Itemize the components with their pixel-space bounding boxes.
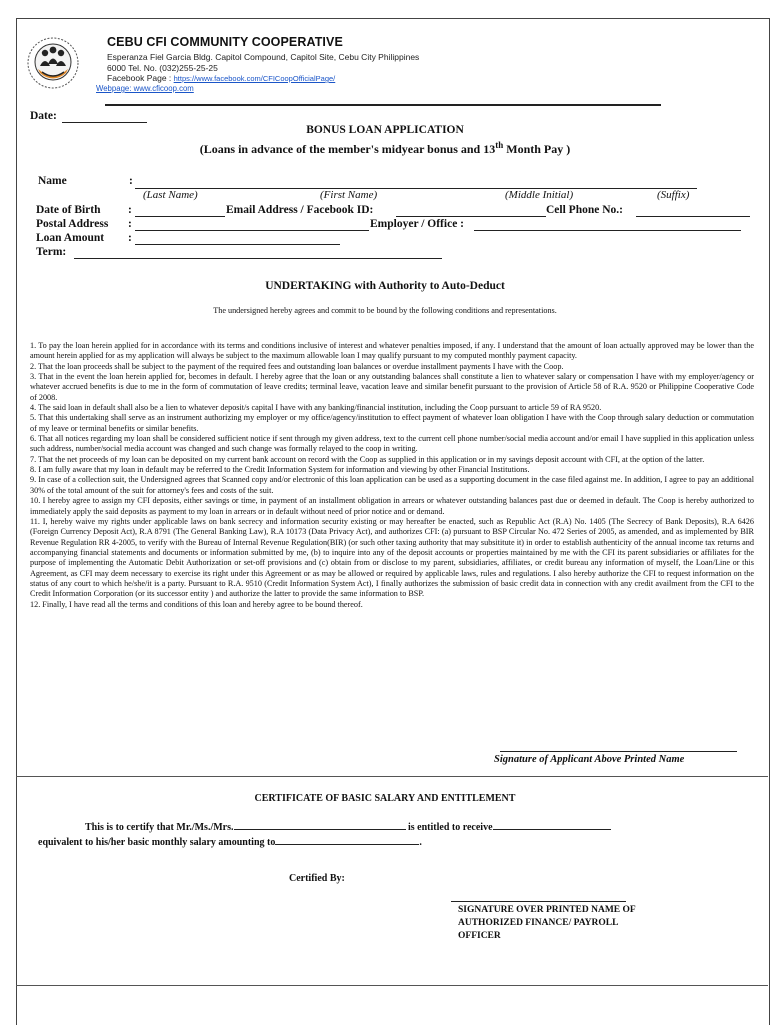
undertaking-item: 7. That the net proceeds of my loan can be deposited on my current bank account on record with the Coop as supplied in this application or in my savings deposit account with CFI, at the option of the latter. bbox=[30, 454, 705, 464]
email-field[interactable] bbox=[396, 216, 546, 217]
certify-text: This is to certify that Mr./Ms./Mrs. bbox=[85, 822, 234, 833]
facebook-line bbox=[107, 73, 335, 83]
officer-caption-2: AUTHORIZED FINANCE/ PAYROLL bbox=[458, 918, 619, 928]
undertaking-intro: The undersigned hereby agrees and commit to be bound by the following conditions and representations. bbox=[213, 306, 557, 315]
loan-amount-label: Loan Amount bbox=[36, 232, 105, 244]
dob-label: Date of Birth bbox=[36, 204, 101, 216]
subtitle-superscript: th bbox=[495, 140, 504, 150]
name-field[interactable] bbox=[135, 188, 697, 189]
certificate-line-2 bbox=[38, 834, 422, 848]
suffix-hint: (Suffix) bbox=[657, 189, 690, 201]
term-label: Term: bbox=[36, 246, 67, 258]
applicant-signature-line[interactable] bbox=[500, 751, 737, 752]
undertaking-item: 5. That this undertaking shall serve as an instrument authorizing my employer or my office/agency/institution to effect payment of whatever loan obligation I have with the Coop through salary deduction or commutation of my leave or terminal benefits or similar benefits. bbox=[30, 413, 754, 433]
officer-caption-3: OFFICER bbox=[458, 931, 501, 941]
section-divider bbox=[16, 776, 768, 777]
org-telephone: 6000 Tel. No. (032)255-25-25 bbox=[107, 63, 218, 73]
undertaking-item: 6. That all notices regarding my loan shall be considered sufficient notice if sent through my given address, text to the current cell phone number/social media account and/or email I have supplied in this application unless such address, number/social media account was changed and such change was formally relayed to the coop in writing. bbox=[30, 434, 754, 454]
undertaking-item: 4. The said loan in default shall also be a lien to whatever deposit/s capital I have with any banking/financial institution, including the Coop pursuant to article 59 of RA 9520. bbox=[30, 403, 602, 413]
subtitle-text: (Loans in advance of the member's midyear bonus and 13 bbox=[199, 142, 496, 156]
dob-field[interactable] bbox=[135, 216, 225, 217]
name-colon: : bbox=[129, 175, 133, 187]
term-field[interactable] bbox=[74, 258, 442, 259]
entitlement-field[interactable] bbox=[493, 819, 611, 830]
webpage-link[interactable]: Webpage: www.cficoop.com bbox=[96, 84, 194, 93]
email-label: Email Address / Facebook ID: bbox=[226, 204, 374, 216]
subtitle-text-end: Month Pay ) bbox=[503, 142, 571, 156]
last-name-hint: (Last Name) bbox=[143, 189, 198, 201]
undertaking-item: 9. In case of a collection suit, the Undersigned agrees that Scanned copy and/or electronic of this loan application can be used as a supporting document in the case filed against me. In addition, I agree to pay an additional 30% of the total amount of the suit for attorney's fees and costs of the suit. bbox=[30, 475, 754, 495]
undertaking-item: 3. That in the event the loan herein applied for, becomes in default. I hereby agree that the loan or any outstanding balances shall constitute a lien to whatever salary or compensation I have with my employer/agency or whatever accrued benefits is due to me in the form of commutation of leave credits; terminal leave, vacation leave and similar benefit pursuant to the provision of Article 58 of R.A. 9520 or Philippine Cooperative Code of 2008. bbox=[30, 372, 754, 402]
salary-period: . bbox=[419, 837, 422, 848]
undertaking-title: UNDERTAKING with Authority to Auto-Deduct bbox=[265, 280, 505, 292]
undertaking-item: 2. That the loan proceeds shall be subject to the payment of the required fees and outstanding loan balances or overdue installment payments I have with the Coop. bbox=[30, 361, 564, 371]
form-title: BONUS LOAN APPLICATION bbox=[306, 124, 464, 136]
undertaking-item: 11. I, hereby waive my rights under applicable laws on bank secrecy and information security existing or may hereafter be enacted, such as Republic Act (R.A) No. 1405 (The Secrecy of Bank Deposits), R.A 6426 (Foreign Currency Deposit Act), R.A 8791 (The General Banking Law), R.A 10173 (Data Privacy Act), and authorizes CFI: (a) pursuant to BSP Circular No. 472 Series of 2005, as amended, and as implemented by BIR Revenue Regulation RR 4-2005, to verify with the Bureau of Internal Revenue Regulation(BIR) (or such other taxing authority that may subsititute it) in order to establish authenticity of the annual income tax returns and accompanying financial statements and documents or information submitted by me, (b) to inquire into any of the deposit accounts or properties maintained by me with the CFI its parent subsidiaries or affiliates for the purpose of implementing the Automatic Debit Authorization or set-off provisions and (c) obtain from or disclose to my parent, subsidiaries, affiliates, or credit bureau any information of myself, the Loan/Line or this Agreement, as CFI may deem necessary to exercise its right under this Agreement or as may be allowed or required by applicable laws, rules and regulations. I also hereby authorize the CFI to request information on the status of any court to which he/she/it is a party. Pursuant to R.A. 9510 (Credit Information System Act), I finally authorizes the submission of basic credit data in connection with any credit availment from the CFI to the Credit Information Corporation (or its successor entity ) and authorize the latter to provide the same information to BSP. bbox=[30, 516, 754, 599]
date-label: Date: bbox=[30, 110, 57, 122]
name-label: Name bbox=[38, 175, 67, 187]
cell-label: Cell Phone No.: bbox=[546, 204, 623, 216]
postal-field[interactable] bbox=[135, 230, 369, 231]
header-divider bbox=[105, 104, 661, 106]
applicant-signature-caption: Signature of Applicant Above Printed Name bbox=[494, 754, 685, 765]
entitled-text: is entitled to receive bbox=[405, 822, 493, 833]
facebook-label: Facebook Page : bbox=[107, 73, 174, 83]
undertaking-item: 10. I hereby agree to assign my CFI deposits, either savings or time, in payment of an installment obligation in arrears or whatever outstanding balances past due or deemed in default. The Coop is hereby authorized to immediately apply the said deposits as payment to my loan in arrears or in default without need of prior notice and or demand. bbox=[30, 496, 754, 516]
dob-colon: : bbox=[128, 204, 132, 216]
employer-label: Employer / Office : bbox=[370, 218, 464, 230]
postal-colon: : bbox=[128, 218, 132, 230]
certified-by-label: Certified By: bbox=[289, 873, 345, 884]
officer-caption-1: SIGNATURE OVER PRINTED NAME OF bbox=[458, 905, 636, 915]
undertaking-item: 12. Finally, I have read all the terms and conditions of this loan and hereby agree to be bound thereof. bbox=[30, 599, 363, 609]
org-address: Esperanza Fiel Garcia Bldg. Capitol Compound, Capitol Site, Cebu City Philippines bbox=[107, 52, 420, 62]
org-name: CEBU CFI COMMUNITY COOPERATIVE bbox=[107, 35, 343, 49]
facebook-link[interactable]: https://www.facebook.com/CFICoopOfficialPage/ bbox=[173, 74, 336, 83]
member-name-field[interactable] bbox=[234, 819, 406, 830]
cell-field[interactable] bbox=[636, 216, 750, 217]
form-subtitle bbox=[0, 140, 770, 157]
middle-initial-hint: (Middle Initial) bbox=[505, 189, 574, 201]
first-name-hint: (First Name) bbox=[320, 189, 378, 201]
salary-field[interactable] bbox=[275, 834, 419, 845]
undertaking-item: 8. I am fully aware that my loan in default may be referred to the Credit Information System for information and viewing by other Financial Institutions. bbox=[30, 465, 530, 475]
officer-signature-line[interactable] bbox=[451, 901, 626, 902]
salary-text: equivalent to his/her basic monthly salary amounting to bbox=[38, 837, 276, 848]
loan-amount-colon: : bbox=[128, 232, 132, 244]
terms-list bbox=[30, 341, 754, 610]
undertaking-item: 1. To pay the loan herein applied for in accordance with its terms and conditions inclusive of interest and whatever penalties imposed, if any. I understand that the amount of loan actually approved may be lower than the amount herein applied for as my application will always be subject to the maximum allowable loan I may qualify pursuant to my computed monthly payment capacity. bbox=[30, 341, 754, 361]
employer-field[interactable] bbox=[474, 230, 741, 231]
postal-label: Postal Address bbox=[36, 218, 109, 230]
certificate-line-1 bbox=[85, 819, 611, 833]
cooperative-logo bbox=[26, 36, 80, 90]
certificate-title: CERTIFICATE OF BASIC SALARY AND ENTITLEMENT bbox=[254, 793, 516, 804]
date-field[interactable] bbox=[62, 122, 147, 123]
loan-amount-field[interactable] bbox=[135, 244, 340, 245]
bottom-divider bbox=[16, 985, 768, 986]
